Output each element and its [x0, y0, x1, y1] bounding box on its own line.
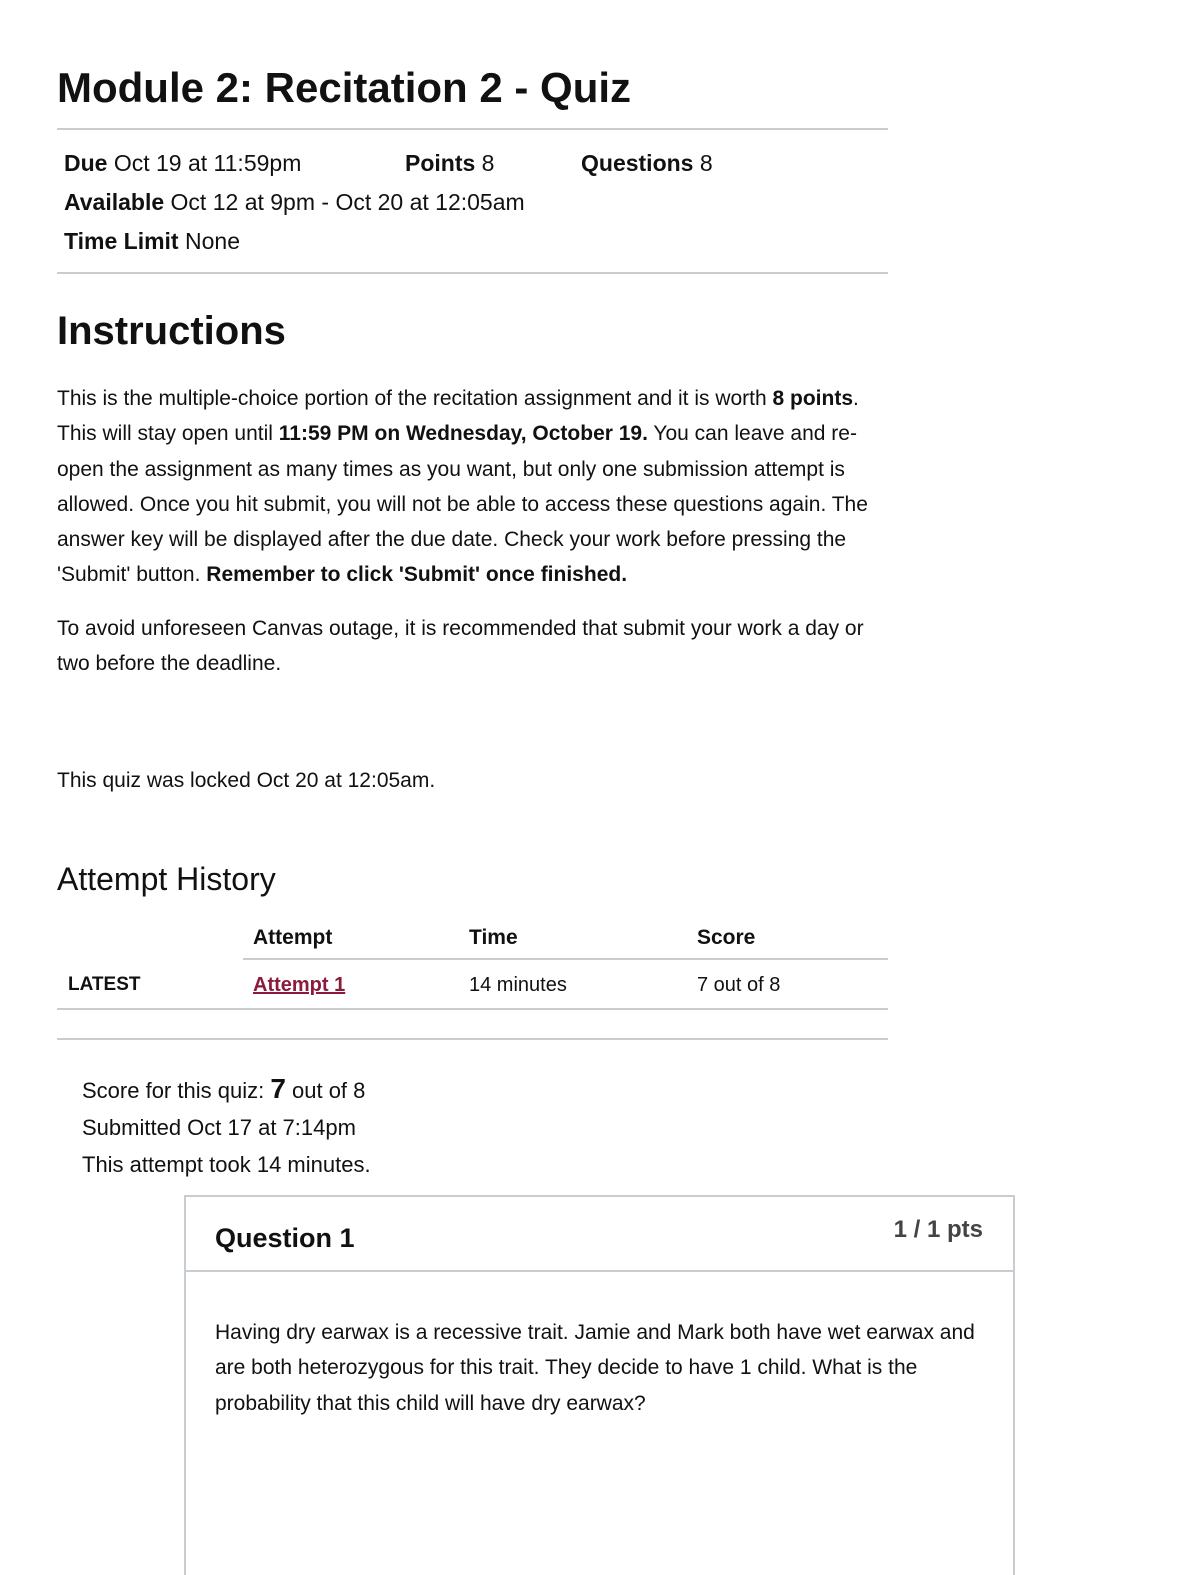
- quiz-summary: [82, 1070, 371, 1183]
- quiz-details-row-1: [64, 148, 884, 178]
- time-limit-label: Time Limit: [64, 228, 179, 254]
- divider: [57, 1038, 888, 1040]
- question-text: Having dry earwax is a recessive trait. Jamie and Mark both have wet earwax and are both heterozygous for this trait. They decide to have 1 child. What is the probability that this child will have dry earwax?: [215, 1321, 975, 1415]
- table-bottom-rule: [57, 1008, 888, 1010]
- page-title: Module 2: Recitation 2 - Quiz: [57, 64, 632, 111]
- points-label: Points: [405, 150, 476, 176]
- questions-label: Questions: [581, 150, 694, 176]
- question-title: Question 1: [215, 1223, 355, 1253]
- due-value: Oct 19 at 11:59pm: [113, 150, 302, 176]
- available-value: Oct 12 at 9pm - Oct 20 at 12:05am: [170, 189, 525, 215]
- question-header: [186, 1197, 1013, 1272]
- questions-value: 8: [699, 150, 713, 176]
- instructions-body: [57, 381, 892, 681]
- instructions-paragraph: To avoid unforeseen Canvas outage, it is recommended that submit your work a day or two before the deadline.: [57, 616, 864, 676]
- duration-line: This attempt took 14 minutes.: [82, 1152, 371, 1177]
- attempt-1-link[interactable]: Attempt 1: [253, 974, 346, 996]
- submitted-line: Submitted Oct 17 at 7:14pm: [82, 1115, 356, 1140]
- question-card: [184, 1195, 1015, 1575]
- question-points: 1 / 1 pts: [893, 1216, 983, 1243]
- latest-badge: LATEST: [68, 974, 141, 995]
- column-header-score: Score: [697, 926, 756, 949]
- attempt-history-heading: Attempt History: [57, 861, 276, 897]
- due-detail: [64, 148, 301, 178]
- available-detail: [64, 187, 525, 217]
- due-label: Due: [64, 150, 108, 176]
- divider: [57, 272, 888, 274]
- points-value: 8: [481, 150, 495, 176]
- table-row: [57, 956, 888, 1010]
- column-header-time: Time: [469, 926, 518, 949]
- divider: [57, 128, 888, 130]
- column-header-attempt: Attempt: [253, 926, 333, 949]
- score-value: 7: [270, 1073, 286, 1104]
- score-line: Score for this quiz: 7 out of 8: [82, 1073, 366, 1104]
- attempt-score: 7 out of 8: [697, 974, 781, 996]
- questions-detail: [581, 148, 713, 178]
- attempt-time: 14 minutes: [469, 974, 567, 996]
- points-detail: [405, 148, 494, 178]
- available-label: Available: [64, 189, 165, 215]
- instructions-heading: Instructions: [57, 309, 286, 353]
- locked-note: This quiz was locked Oct 20 at 12:05am.: [57, 769, 436, 792]
- time-limit-detail: [64, 226, 240, 256]
- instructions-paragraph: This is the multiple-choice portion of the recitation assignment and it is worth 8 points. This will stay open until 11:59 PM on Wednesday, October 19. You can leave and re-open the assignment as many times as you want, but only one submission attempt is allowed. Once you hit submit, you will not be able to access these questions again. The answer key will be displayed after the due date. Check your work before pressing the 'Submit' button. Remember to click 'Submit' once finished.: [57, 387, 868, 587]
- time-limit-value: None: [185, 228, 240, 254]
